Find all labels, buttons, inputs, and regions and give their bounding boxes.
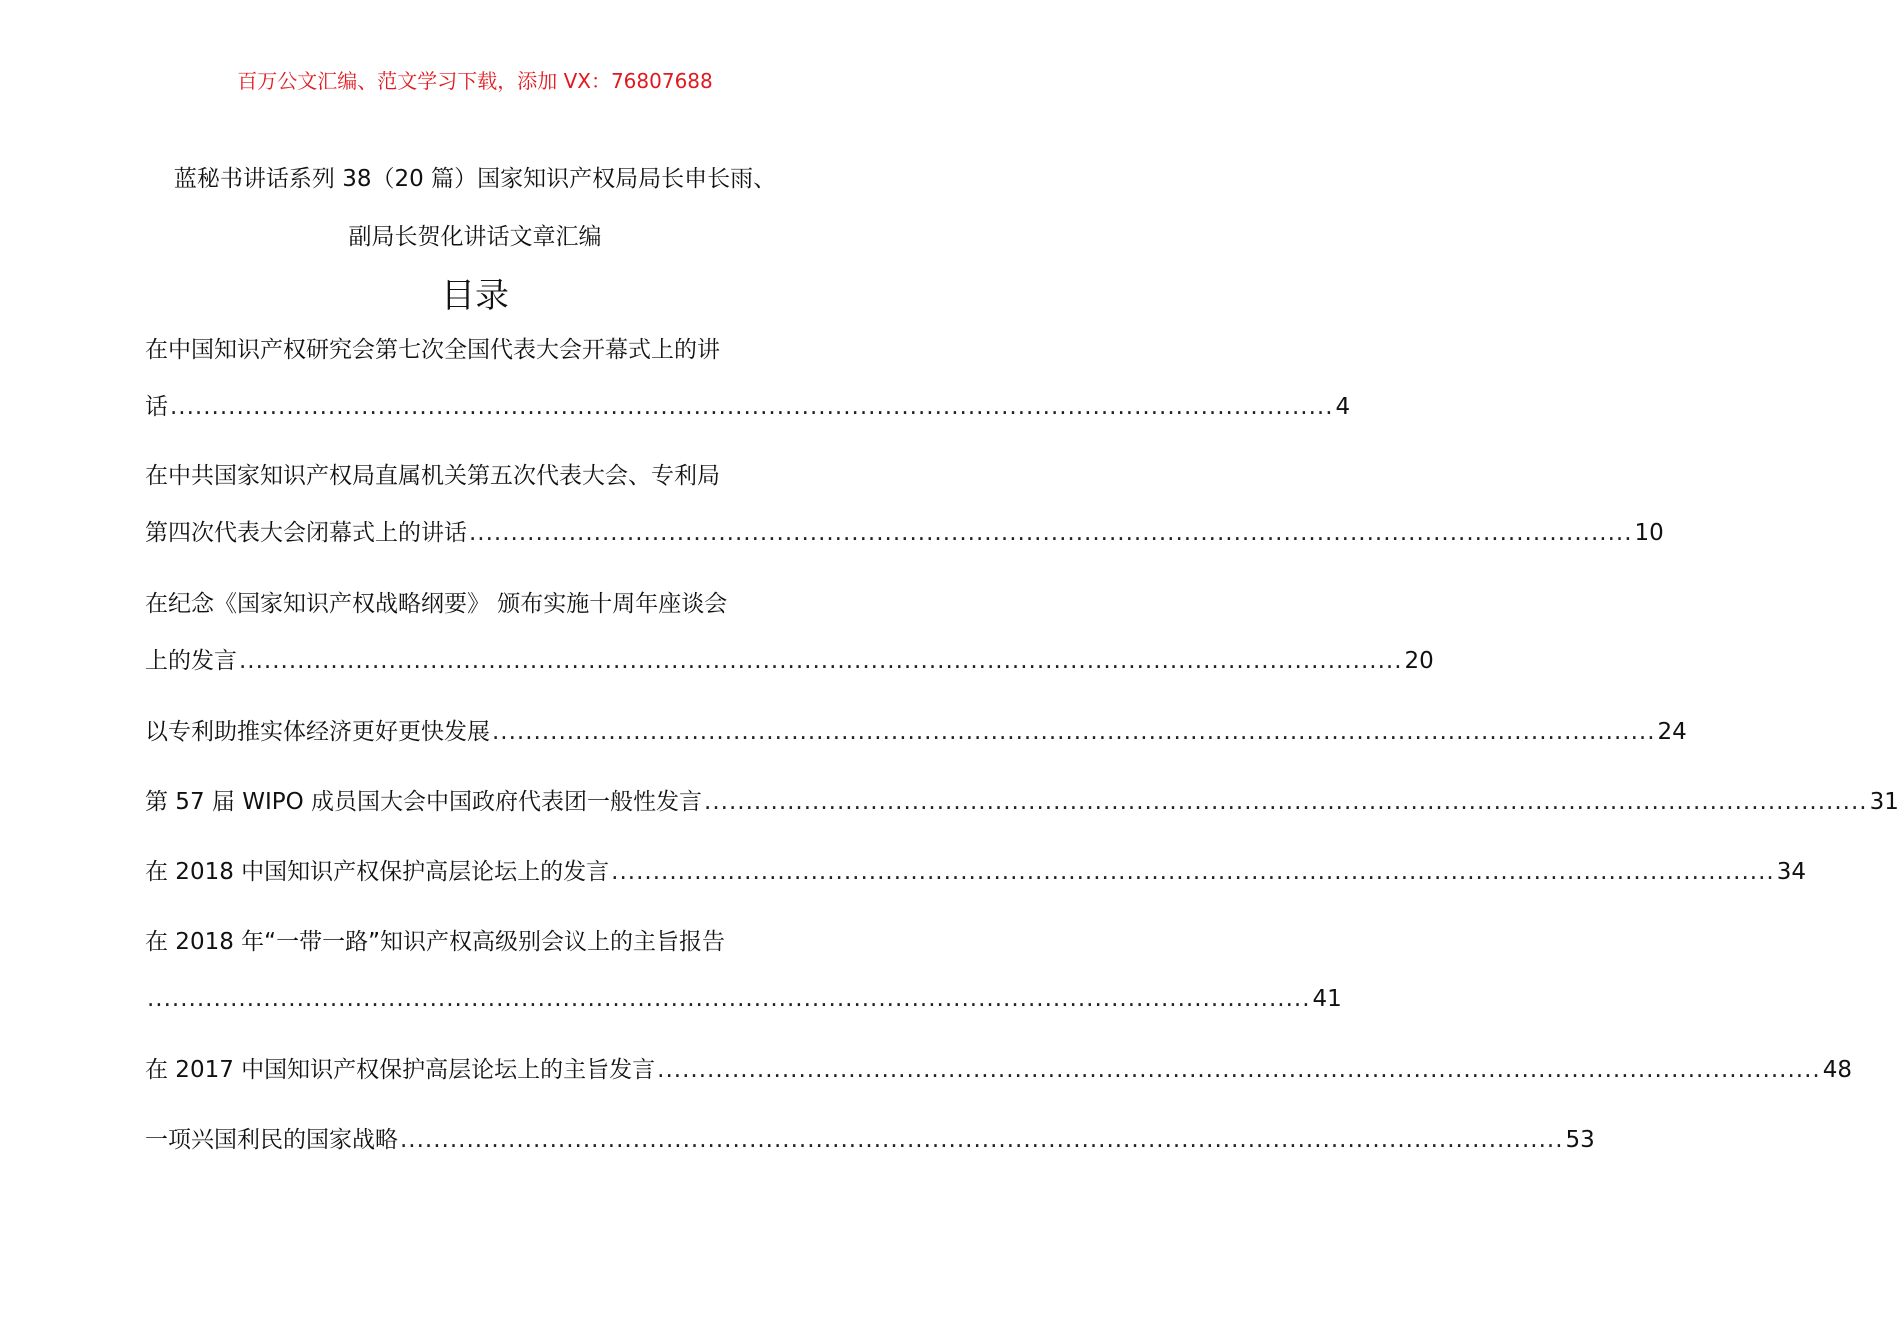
title-line-2: 副局长贺化讲话文章汇编 bbox=[348, 224, 602, 250]
toc-entry[interactable] bbox=[145, 844, 1806, 901]
dot-leader: ............................................................................................................................................ bbox=[170, 394, 1334, 420]
toc-entry[interactable] bbox=[145, 448, 1664, 562]
toc-entry-text-line: 在纪念《国家知识产权战略纲要》 颁布实施十周年座谈会 bbox=[145, 591, 728, 617]
toc-entry-text-line: 上的发言 bbox=[145, 648, 237, 674]
dot-leader: ............................................................................................................................................ bbox=[400, 1127, 1564, 1153]
toc-page-number: 20 bbox=[1404, 648, 1434, 674]
toc-entry-text: 在 2018 中国知识产权保护高层论坛上的发言 bbox=[145, 859, 610, 885]
toc-page-number: 34 bbox=[1776, 859, 1806, 885]
toc-entry[interactable] bbox=[145, 774, 1899, 831]
dot-leader: ............................................................................................................................................ bbox=[147, 986, 1311, 1012]
download-notice: 百万公文汇编、范文学习下载，添加 VX：76807688 bbox=[237, 69, 713, 93]
title-line-1: 蓝秘书讲话系列 38（20 篇）国家知识产权局局长申长雨、 bbox=[173, 166, 777, 192]
toc-page-number: 10 bbox=[1634, 520, 1664, 546]
toc-entry[interactable] bbox=[145, 704, 1687, 761]
toc-page-number: 53 bbox=[1565, 1127, 1595, 1153]
toc-entry[interactable] bbox=[145, 576, 1434, 690]
dot-leader: ............................................................................................................................................ bbox=[657, 1057, 1821, 1083]
toc-entry-text: 一项兴国利民的国家战略 bbox=[145, 1127, 398, 1153]
toc-entry-text: 以专利助推实体经济更好更快发展 bbox=[145, 719, 490, 745]
toc-page-number: 4 bbox=[1335, 394, 1351, 420]
toc-entry[interactable] bbox=[145, 1042, 1852, 1099]
dot-leader: ............................................................................................................................................ bbox=[704, 789, 1868, 815]
toc-entry[interactable] bbox=[145, 914, 1342, 1028]
toc-page-number: 24 bbox=[1657, 719, 1687, 745]
document-title bbox=[120, 150, 830, 266]
toc-entry-text-line: 在中国知识产权研究会第七次全国代表大会开幕式上的讲 bbox=[145, 337, 720, 363]
toc-entry-text-line: 在 2018 年“一带一路”知识产权高级别会议上的主旨报告 bbox=[145, 929, 725, 955]
dot-leader: ............................................................................................................................................ bbox=[469, 520, 1633, 546]
toc-entry-text: 第 57 届 WIPO 成员国大会中国政府代表团一般性发言 bbox=[145, 789, 703, 815]
toc-entry-text-line: 话 bbox=[145, 394, 168, 420]
dot-leader: ............................................................................................................................................ bbox=[239, 648, 1403, 674]
toc-entry-text-line: 在中共国家知识产权局直属机关第五次代表大会、专利局 bbox=[145, 463, 720, 489]
toc-page-number: 31 bbox=[1869, 789, 1899, 815]
toc-page-number: 41 bbox=[1312, 986, 1342, 1012]
toc-entry-text-line: 第四次代表大会闭幕式上的讲话 bbox=[145, 520, 467, 546]
toc-entry-text: 在 2017 中国知识产权保护高层论坛上的主旨发言 bbox=[145, 1057, 656, 1083]
dot-leader: ............................................................................................................................................ bbox=[611, 859, 1775, 885]
toc-entry[interactable] bbox=[145, 1112, 1595, 1169]
toc-page-number: 48 bbox=[1822, 1057, 1852, 1083]
dot-leader: ............................................................................................................................................ bbox=[492, 719, 1656, 745]
toc-entry[interactable] bbox=[145, 322, 1351, 436]
toc-heading: 目录 bbox=[441, 276, 509, 316]
